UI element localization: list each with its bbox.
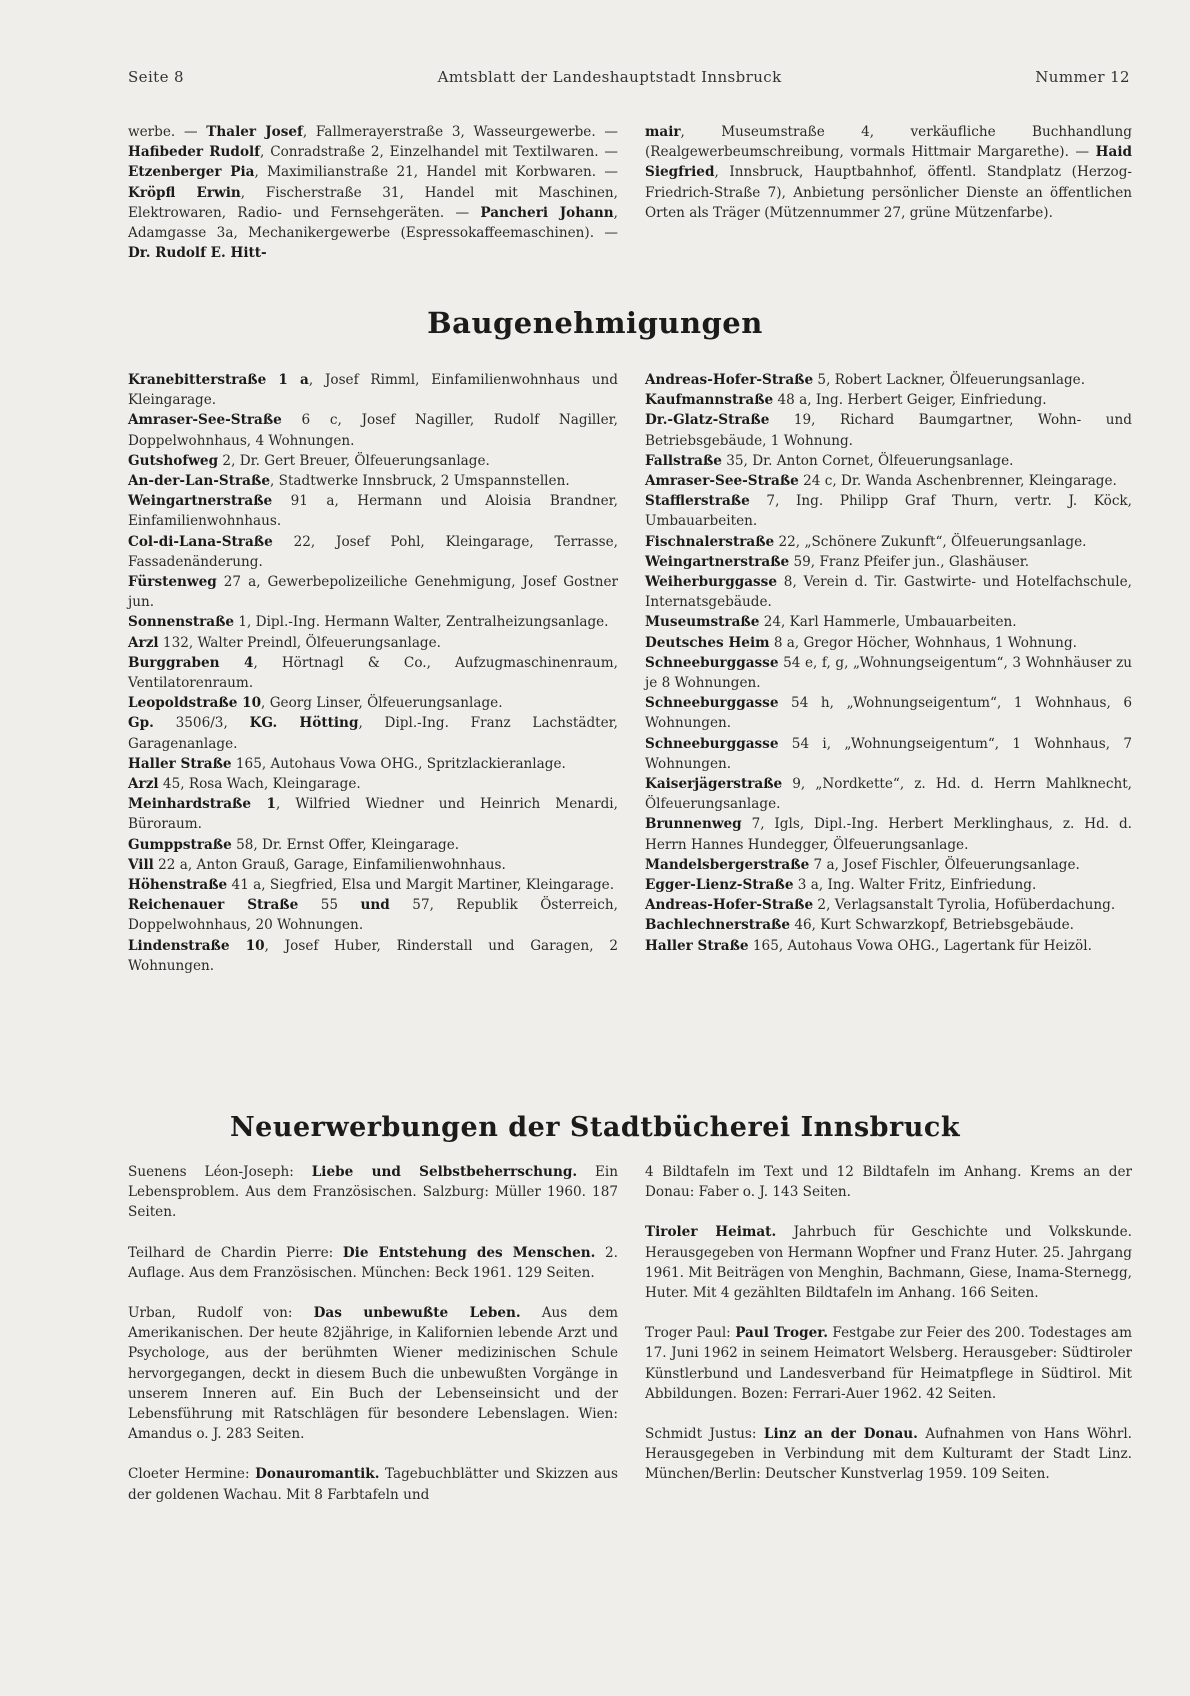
entry [128,653,618,693]
bold-term: Haid Siegfried [645,144,1132,181]
text-run: 19, Richard Baumgartner, Wohn- und Betriebsgebäude, 1 Wohnung. [645,412,1132,449]
bold-term: und [360,897,390,914]
bold-term: Etzenberger Pia [128,164,255,181]
page-number: Seite 8 [128,68,184,86]
text-run: , Fischerstraße 31, Handel mit Maschinen, Elektrowaren, Radio- und Fernsehgeräten. — [128,184,619,221]
bold-term: Paul Troger. [735,1325,828,1342]
bold-term: Lindenstraße 10 [128,937,265,954]
entry [128,1464,618,1504]
bold-term: Brunnenweg [645,816,742,833]
text-run: werbe. — [128,124,207,140]
text-run: , Innsbruck, Hauptbahnhof, öffentl. Standplatz (Herzog-Friedrich-Straße 7), Anbietung persönlicher Dienste an öffentlichen Orten als Träger (Mützennummer 27, grüne Mützenfarbe). [645,164,1132,221]
entry [645,491,1132,531]
text-run: 54 h, „Wohnungseigentum“, 1 Wohnhaus, 6 Wohnungen. [645,695,1132,732]
entry [128,451,618,471]
section-title-neuerwerbungen: Neuerwerbungen der Stadtbücherei Innsbruck [229,1112,961,1143]
entry [645,1222,1132,1303]
text-run: 35, Dr. Anton Cornet, Ölfeuerungsanlage. [721,452,1014,469]
bold-term: Fischnalerstraße [645,533,775,550]
entry [128,835,618,855]
entry [128,572,618,612]
text-run: 57, Republik Österreich, Doppelwohnhaus, 20 Wohnungen. [128,897,618,934]
page-header [128,68,1130,88]
entry [645,612,1132,632]
bold-term: Haller Straße [128,755,232,772]
entry [645,572,1132,612]
building-permits-left-column [128,370,618,976]
bold-term: Weiherburggasse [645,574,777,591]
text-run: 165, Autohaus Vowa OHG., Spritzlackieranlage. [231,755,566,772]
bold-term: Schneeburggasse [645,735,779,752]
library-acquisitions-left-column [128,1162,618,1505]
text-run: Suenens Léon-Joseph: [128,1164,312,1180]
bold-term: Meinhardstraße 1 [128,796,276,813]
entry [128,693,618,713]
bold-term: Bachlechnerstraße [645,917,791,934]
bold-term: Die Entstehung des Menschen. [342,1244,596,1261]
text-run: 54 i, „Wohnungseigentum“, 1 Wohnhaus, 7 Wohnungen. [645,735,1132,772]
entry [128,410,618,450]
bold-term: Donauromantik. [255,1466,380,1483]
text-run: 132, Walter Preindl, Ölfeuerungsanlage. [158,634,441,651]
text-run: , Dipl.-Ing. Franz Lachstädter, Garagenanlage. [128,715,618,752]
bold-term: Kaiserjägerstraße [645,776,783,793]
bold-term: Fürstenweg [128,574,217,591]
text-run: Ein Lebensproblem. Aus dem Französischen. Salzburg: Müller 1960. 187 Seiten. [128,1164,618,1221]
building-permits-right-column [645,370,1132,956]
text-run: 48 a, Ing. Herbert Geiger, Einfriedung. [773,392,1047,409]
entry [645,390,1132,410]
entry [128,633,618,653]
text-run: Schmidt Justus: [645,1426,764,1443]
text-run: 5, Robert Lackner, Ölfeuerungsanlage. [813,372,1086,388]
bold-term: Sonnenstraße [128,614,235,631]
bold-term: Dr. Rudolf E. Hitt- [128,245,267,262]
bold-term: Schneeburggasse [645,695,779,712]
bold-term: Hafibeder Rudolf [128,144,261,161]
text-run: 2. Auflage. Aus dem Französischen. München: Beck 1961. 129 Seiten. [128,1244,618,1281]
entry [128,774,618,794]
entry [128,713,618,753]
bold-term: KG. Hötting [249,715,359,732]
text-run: 59, Franz Pfeifer jun., Glashäuser. [789,553,1030,570]
text-run: 4 Bildtafeln im Text und 12 Bildtafeln im Anhang. Krems an der Donau: Faber o. J. 143 Seiten. [645,1164,1132,1201]
bold-term: Mandelsbergerstraße [645,856,810,873]
paragraph [645,122,1132,223]
entry [645,471,1132,491]
paragraph [128,122,618,263]
entry [128,754,618,774]
text-run: 165, Autohaus Vowa OHG., Lagertank für Heizöl. [748,937,1092,954]
bold-term: Arzl [128,776,159,793]
entry [645,1162,1132,1202]
bold-term: Andreas-Hofer-Straße [645,897,814,914]
bold-term: Reichenauer Straße [128,897,299,914]
text-run: 22, „Schönere Zukunft“, Ölfeuerungsanlage. [774,533,1087,550]
entry [645,532,1132,552]
text-run: 55 [298,897,361,914]
bold-term: Tiroler Heimat. [645,1224,777,1241]
bold-term: Egger-Lienz-Straße [645,877,794,894]
bold-term: Burggraben 4 [128,654,254,671]
entry [128,1243,618,1283]
entry [645,552,1132,572]
text-run: , Fallmerayerstraße 3, Wasseurgewerbe. — [302,124,618,140]
text-run: , Hörtnagl & Co., Aufzugmaschinenraum, Ventilatorenraum. [128,654,618,692]
text-run: 2, Dr. Gert Breuer, Ölfeuerungsanlage. [218,452,490,469]
bold-term: Gp. [128,715,154,732]
text-run: 24 c, Dr. Wanda Aschenbrenner, Kleingarage. [798,473,1117,490]
entry [128,875,618,895]
text-run: 7 a, Josef Fischler, Ölfeuerungsanlage. [809,856,1080,873]
entry [128,370,618,410]
bold-term: Deutsches Heim [645,634,770,651]
bold-term: Gumppstraße [128,836,232,853]
text-run: , Wilfried Wiedner und Heinrich Menardi, Büroraum. [128,796,618,833]
bold-term: Leopoldstraße 10 [128,695,262,712]
text-run: 8 a, Gregor Höcher, Wohnhaus, 1 Wohnung. [769,634,1077,651]
text-run: 58, Dr. Ernst Offer, Kleingarage. [231,836,460,853]
bold-term: Liebe und Selbstbeherrschung. [311,1164,578,1180]
text-run: 46, Kurt Schwarzkopf, Betriebsgebäude. [790,917,1075,934]
entry [645,1323,1132,1404]
text-run: 6 c, Josef Nagiller, Rudolf Nagiller, Doppelwohnhaus, 4 Wohnungen. [128,412,618,449]
bold-term: Kröpfl Erwin [128,184,241,201]
text-run: 8, Verein d. Tir. Gastwirte- und Hotelfachschule, Internatsgebäude. [645,574,1132,611]
bold-term: Thaler Josef [206,124,303,140]
bold-term: An-der-Lan-Straße [128,473,270,490]
text-run: Tagebuchblätter und Skizzen aus der goldenen Wachau. Mit 8 Farbtafeln und [128,1466,618,1503]
text-run: , Georg Linser, Ölfeuerungsanlage. [261,695,503,712]
entry [645,1424,1132,1485]
text-run: Troger Paul: [645,1325,736,1342]
bold-term: Gutshofweg [128,452,219,469]
intro-left-column [128,122,618,263]
entry [645,915,1132,935]
entry [645,855,1132,875]
bold-term: Museumstraße [645,614,760,631]
text-run: Jahrbuch für Geschichte und Volkskunde. Herausgegeben von Hermann Wopfner und Franz Huter. 25. Jahrgang 1961. Mit Beiträgen von Menghin, Bachmann, Giese, Inama-Sternegg, Huter. Mit 4 gezählten Bildtafeln im Anhang. 166 Seiten. [645,1224,1133,1302]
bold-term: Kaufmannstraße [645,392,774,409]
bold-term: Das unbewußte Leben. [313,1305,521,1322]
entry [645,451,1132,471]
text-run: 24, Karl Hammerle, Umbauarbeiten. [759,614,1017,631]
entry [128,794,618,834]
entry [128,532,618,572]
publication-title: Amtsblatt der Landeshauptstadt Innsbruck [437,68,782,86]
text-run: 22 a, Anton Grauß, Garage, Einfamilienwohnhaus. [153,856,506,873]
entry [128,1303,618,1444]
bold-term: Andreas-Hofer-Straße [645,372,814,388]
bold-term: Pancheri Johann [480,204,614,221]
text-run: 1, Dipl.-Ing. Hermann Walter, Zentralheizungsanlage. [234,614,609,631]
entry [645,814,1132,854]
entry [645,693,1132,733]
text-run: Festgabe zur Feier des 200. Todestages am 17. Juni 1962 in seinem Heimatort Welsberg. Herausgeber: Südtiroler Künstlerbund und Landesverband für Heimatpflege in Südtirol. Mit Abbildungen. Bozen: Ferrari-Auer 1962. 42 Seiten. [645,1325,1132,1402]
text-run: Aus dem Amerikanischen. Der heute 82jährige, in Kalifornien lebende Arzt und Psychologe, aus der berühmten Wiener medizinischen Schule hervorgegangen, deckt in diesem Buch die unbewußten Vorgänge in unserem Inneren auf. Ein Buch der Lebenseinsicht und der Lebensführung mit Ratschlägen für besondere Lebenslagen. Wien: Amandus o. J. 283 Seiten. [128,1305,618,1443]
bold-term: Linz an der Donau. [763,1426,918,1443]
text-run: , Josef Huber, Rinderstall und Garagen, 2 Wohnungen. [128,937,619,974]
text-run: , Adamgasse 3a, Mechanikergewerbe (Espressokaffeemaschinen). — [128,204,618,242]
entry [128,855,618,875]
bold-term: Fallstraße [645,452,722,469]
entry [645,370,1132,390]
entry [645,936,1132,956]
entry [645,875,1132,895]
bold-term: Vill [128,856,154,873]
bold-term: Höhenstraße [128,877,228,894]
entry [128,612,618,632]
text-run: Urban, Rudolf von: [128,1305,314,1322]
entry [128,936,618,976]
text-run: 7, Igls, Dipl.-Ing. Herbert Merklinghaus, z. Hd. d. Herrn Hannes Hundegger, Ölfeuerungsanlage. [645,816,1132,853]
text-run: , Josef Rimml, Einfamilienwohnhaus und Kleingarage. [128,372,618,409]
entry [645,410,1132,450]
bold-term: Haller Straße [645,937,749,954]
text-run: , Conradstraße 2, Einzelhandel mit Textilwaren. — [260,144,618,161]
entry [645,774,1132,814]
entry [645,633,1132,653]
intro-right-column [645,122,1132,223]
bold-term: Stafflerstraße [645,493,750,510]
section-title-baugenehmigungen: Baugenehmigungen [427,306,763,340]
bold-term: Dr.-Glatz-Straße [645,412,770,429]
text-run: , Museumstraße 4, verkäufliche Buchhandlung (Realgewerbeumschreibung, vormals Hittmair Margarethe). — [645,124,1132,161]
text-run: 22, Josef Pohl, Kleingarage, Terrasse, Fassadenänderung. [128,533,618,570]
entry [645,895,1132,915]
text-run: , Stadtwerke Innsbruck, 2 Umspannstellen. [269,473,570,490]
entry [128,491,618,531]
text-run: 91 a, Hermann und Aloisia Brandner, Einfamilienwohnhaus. [128,493,618,530]
text-run: 41 a, Siegfried, Elsa und Margit Martiner, Kleingarage. [227,877,615,894]
text-run: 9, „Nordkette“, z. Hd. d. Herrn Mahlknecht, Ölfeuerungsanlage. [645,776,1132,813]
entry [645,653,1132,693]
text-run: Aufnahmen von Hans Wöhrl. Herausgegeben in Verbindung mit dem Kulturamt der Stadt Linz. München/Berlin: Deutscher Kunstverlag 1959. 109 Seiten. [645,1426,1133,1483]
text-run: , Maximilianstraße 21, Handel mit Korbwaren. — [254,164,619,181]
bold-term: Weingartnerstraße [645,553,790,570]
text-run: Teilhard de Chardin Pierre: [128,1244,343,1261]
bold-term: Arzl [128,634,159,651]
text-run: 7, Ing. Philipp Graf Thurn, vertr. J. Köck, Umbauarbeiten. [645,493,1132,530]
entry [128,1162,618,1223]
entry [128,471,618,491]
text-run: Cloeter Hermine: [128,1466,256,1483]
entry [645,734,1132,774]
text-run: 3 a, Ing. Walter Fritz, Einfriedung. [793,877,1037,894]
bold-term: Kranebitterstraße 1 a [128,372,309,388]
bold-term: Schneeburggasse [645,654,779,671]
entry [128,895,618,935]
text-run: 3506/3, [153,715,250,732]
issue-number: Nummer 12 [1035,68,1130,86]
text-run: 2, Verlagsanstalt Tyrolia, Hofüberdachung. [813,897,1116,914]
bold-term: Amraser-See-Straße [128,412,282,429]
bold-term: mair [645,124,681,140]
text-run: 45, Rosa Wach, Kleingarage. [158,776,361,793]
bold-term: Amraser-See-Straße [645,473,799,490]
text-run: 27 a, Gewerbepolizeiliche Genehmigung, Josef Gostner jun. [128,574,618,611]
bold-term: Weingartnerstraße [128,493,273,510]
bold-term: Col-di-Lana-Straße [128,533,273,550]
library-acquisitions-right-column [645,1162,1132,1485]
text-run: 54 e, f, g, „Wohnungseigentum“, 3 Wohnhäuser zu je 8 Wohnungen. [645,654,1132,692]
